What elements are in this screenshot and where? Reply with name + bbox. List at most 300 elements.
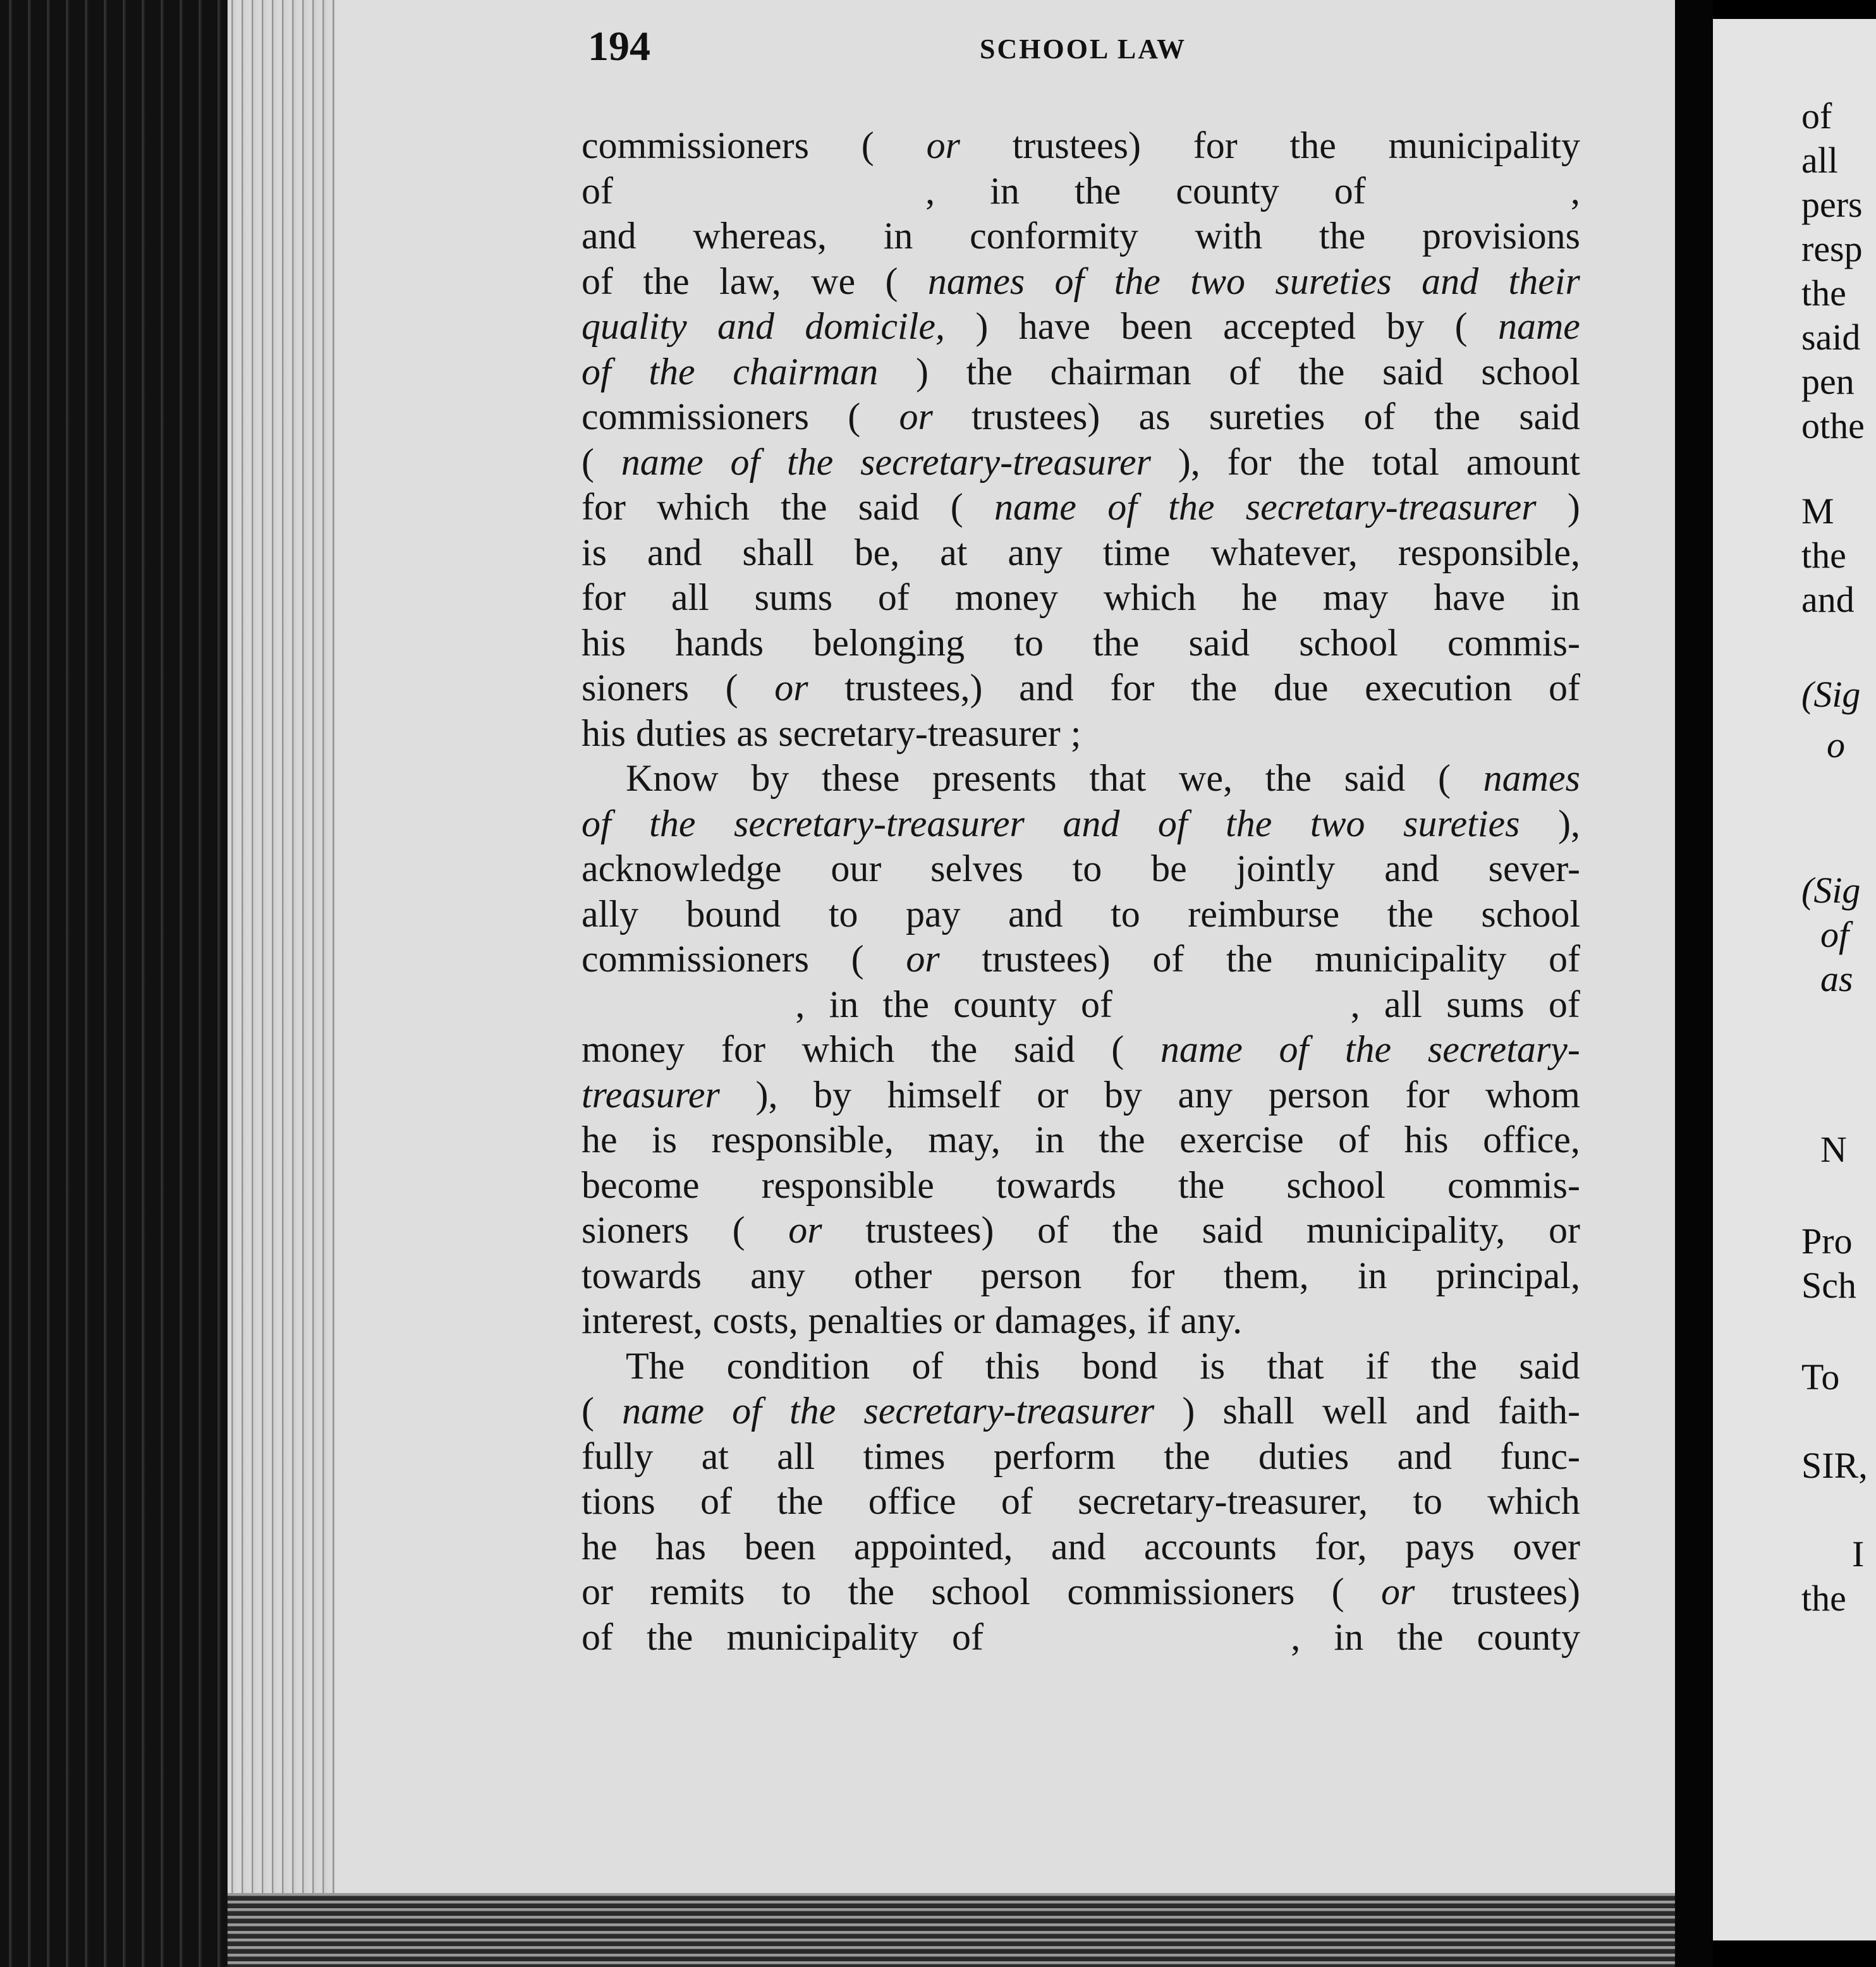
right-page-fragment: as	[1820, 958, 1853, 999]
word: amount	[1466, 441, 1580, 483]
word: and	[1397, 1435, 1453, 1477]
word: the	[789, 1390, 836, 1432]
text-line	[582, 214, 1580, 259]
word: which	[801, 1028, 895, 1070]
word: responsible,	[711, 1119, 894, 1160]
word: if	[1147, 1300, 1171, 1341]
text-line	[582, 892, 1580, 937]
blank-space	[1136, 982, 1326, 1028]
right-page-fragment: othe	[1801, 405, 1865, 446]
word: of	[582, 169, 613, 212]
right-page-fragment: SIR,	[1801, 1445, 1868, 1486]
word: is	[652, 1119, 678, 1160]
word: (	[582, 1390, 594, 1432]
word: school	[1481, 350, 1580, 393]
word: his	[582, 621, 626, 664]
word: and	[1384, 848, 1439, 889]
word: the	[1178, 1164, 1225, 1206]
word: of	[582, 1616, 613, 1658]
text-line	[582, 485, 1580, 530]
word: damages,	[994, 1300, 1137, 1341]
word: the	[1289, 125, 1336, 166]
word: of	[1548, 938, 1580, 980]
word: he	[582, 1525, 618, 1568]
word: office	[868, 1480, 956, 1522]
word: these	[822, 757, 900, 799]
word: (	[1331, 1571, 1344, 1612]
word: the	[1430, 1344, 1477, 1387]
word: of	[1279, 1028, 1309, 1070]
text-line	[582, 1208, 1580, 1253]
page-title: SCHOOL LAW	[980, 33, 1187, 64]
text-line	[582, 801, 1580, 847]
word: pay	[905, 892, 961, 935]
word: any	[1178, 1073, 1233, 1116]
blank-space	[1421, 169, 1516, 214]
word: secretary-treasurer	[863, 1390, 1155, 1432]
word: of	[1080, 983, 1112, 1025]
word: and	[582, 215, 636, 257]
word: bond	[1081, 1344, 1158, 1387]
text-line	[582, 530, 1580, 576]
word: func-	[1500, 1435, 1580, 1477]
word: times	[863, 1435, 946, 1477]
word: of	[1363, 396, 1396, 437]
word: whom	[1485, 1073, 1580, 1116]
word: to	[1413, 1480, 1442, 1522]
word: which	[657, 486, 750, 528]
word: we	[811, 260, 856, 302]
running-head	[588, 23, 1587, 73]
word: ),	[1178, 441, 1200, 483]
blank-space	[668, 169, 870, 214]
word: municipality,	[1306, 1209, 1506, 1251]
right-page	[1713, 19, 1876, 1940]
word: the	[1434, 396, 1481, 437]
word: trustees)	[1012, 125, 1141, 166]
right-page-fragment: (Sig	[1801, 674, 1861, 715]
word: the	[1298, 350, 1345, 393]
text-line	[582, 982, 1580, 1028]
right-page-fragment: all	[1801, 140, 1838, 181]
word: said	[1382, 350, 1444, 393]
word: duties	[1258, 1435, 1349, 1477]
text-line	[582, 394, 1580, 440]
word: sioners	[582, 667, 689, 709]
word: the	[1387, 892, 1434, 935]
word: been	[1121, 305, 1193, 347]
word: ,	[1350, 983, 1360, 1025]
word: his	[582, 712, 626, 754]
word: (	[848, 396, 861, 437]
word: and	[1051, 1525, 1106, 1568]
word: ),	[1557, 802, 1580, 844]
word: name	[1160, 1028, 1243, 1070]
right-page-fragment: of	[1801, 95, 1832, 137]
word: ally	[582, 892, 638, 935]
text-line	[582, 1434, 1580, 1480]
word: school	[1481, 892, 1580, 935]
word: total	[1372, 441, 1440, 483]
word: commissioners	[582, 125, 809, 166]
word: person	[980, 1254, 1082, 1296]
word: at	[940, 531, 968, 573]
word: or	[1037, 1073, 1069, 1116]
text-line	[582, 937, 1580, 982]
word: trustees)	[1451, 1571, 1580, 1612]
right-page-fragment: o	[1827, 724, 1845, 765]
word: with	[1195, 215, 1263, 257]
word: of	[1152, 938, 1185, 980]
word: secretary-treasurer,	[1078, 1480, 1368, 1522]
word: quality	[582, 305, 687, 347]
word: secretary-treasurer	[1245, 486, 1537, 528]
text-line	[582, 350, 1580, 395]
word: pays	[1405, 1525, 1475, 1568]
book-gutter	[1675, 0, 1713, 1967]
word: and	[1008, 892, 1063, 935]
text-line	[582, 1344, 1580, 1389]
word: towards	[996, 1164, 1116, 1206]
text-line	[582, 1117, 1580, 1163]
word: sever-	[1488, 848, 1580, 889]
word: has	[655, 1525, 706, 1568]
word: commissioners	[1067, 1571, 1295, 1612]
word: )	[1182, 1390, 1195, 1432]
word: the	[848, 1571, 894, 1612]
word: condition	[726, 1344, 870, 1387]
word: ;	[1070, 712, 1081, 754]
right-page-fragment: and	[1801, 579, 1855, 620]
word: of	[1001, 1480, 1033, 1522]
word: may	[1322, 576, 1389, 618]
word: be	[1151, 848, 1187, 889]
word: them,	[1223, 1254, 1309, 1296]
word: two	[1190, 260, 1245, 302]
word: faith-	[1498, 1390, 1580, 1432]
word: or	[906, 938, 940, 980]
word: trustees)	[982, 938, 1111, 980]
word: the	[1164, 1435, 1210, 1477]
text-line	[582, 756, 1580, 801]
word: in	[883, 215, 913, 257]
word: the	[647, 1616, 693, 1658]
word: in	[829, 983, 859, 1025]
word: time	[1102, 531, 1171, 573]
word: any	[1008, 531, 1063, 573]
word: accepted	[1223, 305, 1356, 347]
word: in	[1334, 1616, 1364, 1658]
right-page-fragment: pen	[1801, 361, 1855, 402]
word: or	[926, 125, 960, 166]
word: said	[1188, 621, 1250, 664]
text-line	[582, 1298, 1580, 1344]
word: person	[1268, 1073, 1370, 1116]
word: is	[1200, 1344, 1226, 1387]
word: the	[649, 350, 695, 393]
word: by	[1386, 305, 1425, 347]
word: as	[1138, 396, 1171, 437]
text-line	[582, 440, 1580, 485]
word: the	[1298, 441, 1345, 483]
word: (	[861, 125, 874, 166]
right-page-fragment: Sch	[1801, 1265, 1856, 1306]
text-line	[582, 575, 1580, 621]
right-page-fragment: M	[1801, 490, 1834, 532]
word: )	[975, 305, 989, 347]
word: by	[1104, 1073, 1142, 1116]
word: or	[1548, 1209, 1580, 1251]
word: which	[1487, 1480, 1580, 1522]
word: or	[899, 396, 933, 437]
word: the	[1319, 215, 1366, 257]
text-line	[582, 846, 1580, 892]
word: (	[1438, 757, 1451, 799]
text-line	[582, 1027, 1580, 1073]
text-line	[582, 711, 1580, 757]
word: the	[1112, 1209, 1159, 1251]
word: ,	[795, 983, 805, 1025]
word: have	[1018, 305, 1090, 347]
word: may,	[928, 1119, 1001, 1160]
text-line	[582, 1253, 1580, 1299]
word: sureties	[1403, 802, 1520, 844]
word: accounts	[1143, 1525, 1277, 1568]
word: trustees,)	[844, 667, 983, 709]
word: of	[877, 576, 910, 618]
word: the	[1099, 1119, 1145, 1160]
text-line	[582, 123, 1580, 169]
word: (	[732, 1209, 745, 1251]
word: money	[582, 1028, 685, 1070]
word: or	[1380, 1571, 1415, 1612]
word: the	[649, 802, 696, 844]
word: his	[1404, 1119, 1449, 1160]
word: and	[1019, 667, 1074, 709]
word: the	[882, 983, 929, 1025]
word: other	[853, 1254, 932, 1296]
word: our	[831, 848, 882, 889]
right-page-fragment: said	[1801, 317, 1861, 358]
page-number: 194	[588, 23, 650, 70]
word: by	[751, 757, 789, 799]
word: domicile,	[805, 305, 945, 347]
word: sureties	[1209, 396, 1325, 437]
word: exercise	[1179, 1119, 1304, 1160]
word: for	[1110, 667, 1155, 709]
right-page-fragment: the	[1801, 272, 1846, 314]
word: sums	[754, 576, 833, 618]
text-line	[582, 169, 1580, 214]
word: county	[1176, 169, 1279, 212]
body-text	[582, 123, 1580, 1660]
text-line	[582, 304, 1580, 350]
word: been	[744, 1525, 816, 1568]
word: of	[1157, 802, 1188, 844]
word: have	[1434, 576, 1506, 618]
word: the	[966, 350, 1013, 393]
word: reimburse	[1188, 892, 1340, 935]
right-page-fragment: To	[1801, 1356, 1840, 1398]
word: conformity	[970, 215, 1138, 257]
word: over	[1513, 1525, 1580, 1568]
word: the	[1074, 169, 1121, 212]
word: in	[1035, 1119, 1064, 1160]
word: school	[931, 1571, 1030, 1612]
word: (	[1454, 305, 1468, 347]
text-line	[582, 666, 1580, 711]
word: )	[915, 350, 929, 393]
word: presents	[932, 757, 1057, 799]
word: for,	[1315, 1525, 1367, 1568]
word: for	[1405, 1073, 1450, 1116]
word: belonging	[813, 621, 965, 664]
word: (	[885, 260, 898, 302]
word: the	[1226, 938, 1273, 980]
word: (	[725, 667, 738, 709]
word: fully	[582, 1435, 654, 1477]
word: chairman	[1050, 350, 1191, 393]
word: any.	[1180, 1300, 1243, 1341]
word: be,	[854, 531, 900, 573]
right-page-fragment: resp	[1801, 228, 1863, 269]
word: commissioners	[582, 938, 809, 980]
word: ,	[1570, 169, 1580, 212]
word: any	[750, 1254, 805, 1296]
word: sioners	[582, 1209, 689, 1251]
word: secretary-	[1427, 1028, 1580, 1070]
word: commissioners	[582, 396, 809, 437]
right-page-fragment: the	[1801, 1578, 1846, 1619]
word: by	[813, 1073, 852, 1116]
book-binding	[0, 0, 228, 1967]
word: all	[671, 576, 709, 618]
word: said	[1202, 1209, 1264, 1251]
word: hands	[675, 621, 764, 664]
word: (	[1111, 1028, 1124, 1070]
word: their	[1508, 260, 1580, 302]
word: responsible,	[1398, 531, 1580, 573]
word: of	[1548, 983, 1580, 1025]
word: at	[701, 1435, 729, 1477]
word: ,	[1291, 1616, 1301, 1658]
word: of	[732, 1390, 762, 1432]
word: and	[1063, 802, 1120, 844]
word: two	[1310, 802, 1365, 844]
word: of	[952, 1616, 984, 1658]
word: or	[774, 667, 808, 709]
word: the	[1190, 667, 1238, 709]
word: well	[1322, 1390, 1388, 1432]
right-page-fragment: Pro	[1801, 1221, 1853, 1262]
word: of	[582, 260, 613, 302]
word: acknowledge	[582, 848, 782, 889]
word: he	[582, 1119, 618, 1160]
word: the	[777, 1480, 824, 1522]
word: said	[1013, 1028, 1075, 1070]
word: for	[1227, 441, 1272, 483]
word: become	[582, 1164, 700, 1206]
word: of	[911, 1344, 944, 1387]
text-line	[582, 1479, 1580, 1525]
word: ,	[925, 169, 935, 212]
word: in	[1550, 576, 1580, 618]
word: names	[927, 260, 1025, 302]
word: himself	[887, 1073, 1001, 1116]
word: the	[1344, 1028, 1392, 1070]
word: of	[700, 1480, 732, 1522]
word: this	[985, 1344, 1040, 1387]
word: responsible	[761, 1164, 934, 1206]
right-page-fragment: pers	[1801, 184, 1863, 225]
word: name	[1497, 305, 1580, 347]
word: trustees)	[972, 396, 1100, 437]
blank-space	[582, 982, 771, 1028]
word: towards	[582, 1254, 702, 1296]
word: chairman	[733, 350, 879, 393]
word: and	[1415, 1390, 1470, 1432]
word: the	[930, 1028, 978, 1070]
word: of	[1334, 169, 1366, 212]
word: whereas,	[693, 215, 827, 257]
word: secretary-treasurer	[778, 712, 1061, 754]
word: the	[1093, 621, 1140, 664]
word: in	[990, 169, 1020, 212]
word: said	[1344, 757, 1406, 799]
word: school	[1299, 621, 1398, 664]
word: provisions	[1422, 215, 1580, 257]
text-line	[582, 1525, 1580, 1570]
word: said	[1519, 1344, 1580, 1387]
word: the	[781, 486, 827, 528]
word: name	[994, 486, 1076, 528]
word: names	[1483, 757, 1580, 799]
word: the	[1265, 757, 1312, 799]
word: sums	[1446, 983, 1525, 1025]
word: in	[1357, 1254, 1387, 1296]
right-page-fragment: the	[1801, 535, 1846, 576]
word: the	[1226, 802, 1272, 844]
word: secretary-treasurer	[860, 441, 1151, 483]
word: of	[1229, 350, 1261, 393]
text-line	[582, 1073, 1580, 1118]
word: ),	[755, 1073, 778, 1116]
word: for	[1130, 1254, 1175, 1296]
word: secretary-treasurer	[733, 802, 1025, 844]
word: bound	[686, 892, 781, 935]
word: the	[643, 260, 690, 302]
text-line	[582, 1389, 1580, 1434]
word: or	[953, 1300, 985, 1341]
word: all	[777, 1435, 815, 1477]
word: we,	[1179, 757, 1233, 799]
word: which	[1103, 576, 1197, 618]
word: all	[1384, 983, 1422, 1025]
word: county	[953, 983, 1057, 1025]
word: jointly	[1236, 848, 1336, 889]
word: due	[1273, 667, 1329, 709]
text-line	[582, 259, 1580, 305]
word: principal,	[1435, 1254, 1580, 1296]
word: to	[1072, 848, 1102, 889]
word: as	[736, 712, 769, 754]
right-page-fragment: (Sig	[1801, 870, 1861, 911]
word: municipality	[726, 1616, 918, 1658]
word: that	[1267, 1344, 1324, 1387]
page-bottom-edges	[228, 1893, 1675, 1967]
word: to	[781, 1571, 812, 1612]
word: duties	[636, 712, 727, 754]
